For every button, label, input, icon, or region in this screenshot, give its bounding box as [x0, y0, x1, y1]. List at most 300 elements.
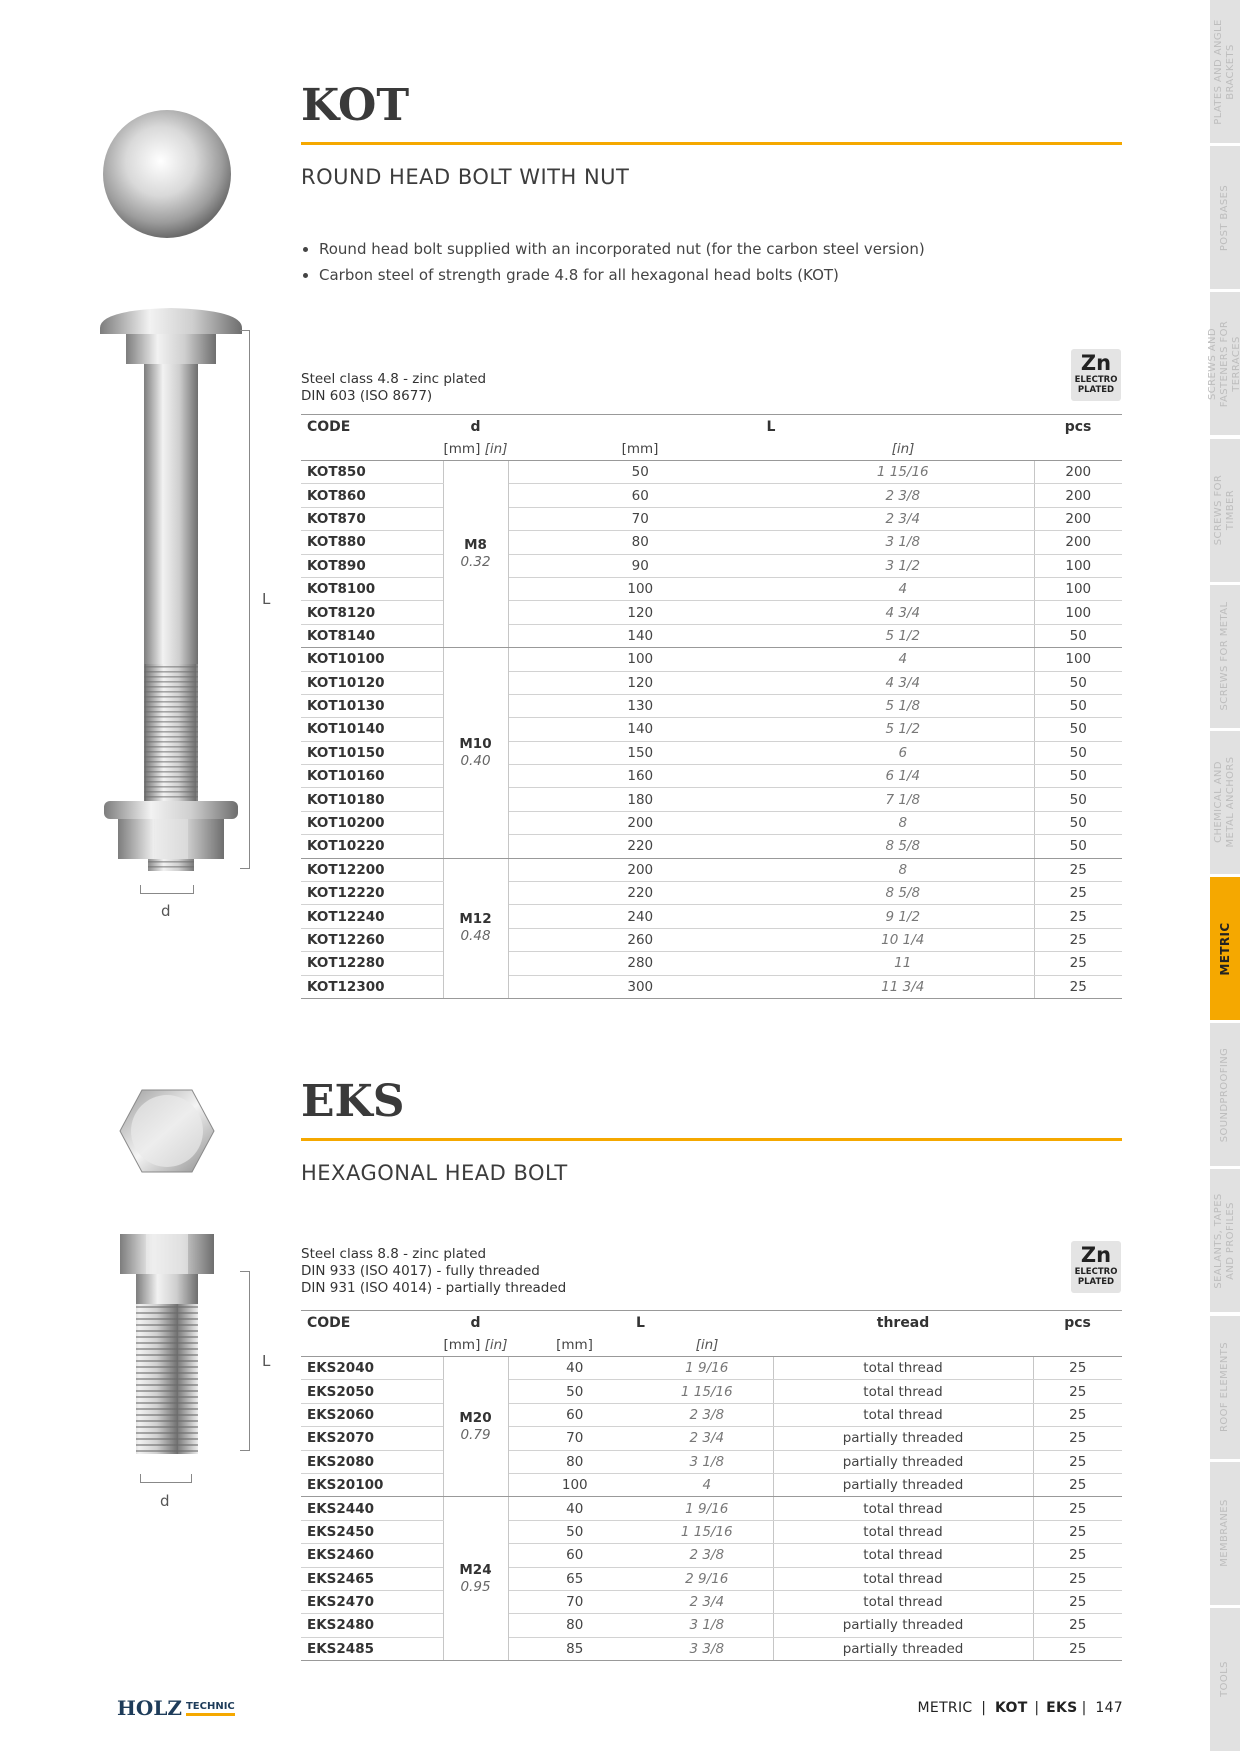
thread-type-cell: partially threaded	[773, 1450, 1033, 1473]
badge-line-1: ELECTRO	[1074, 375, 1118, 385]
product-code-cell: KOT850	[301, 461, 443, 484]
product-code-cell: EKS2440	[301, 1497, 443, 1520]
side-tab-label: SCREWS FOR METAL	[1219, 601, 1230, 711]
header-L-mm: [mm]	[508, 1334, 641, 1357]
product-code-cell: KOT880	[301, 531, 443, 554]
thread-type-cell: total thread	[773, 1520, 1033, 1543]
pieces-cell: 100	[1034, 648, 1122, 671]
pieces-cell: 25	[1033, 1614, 1122, 1637]
eks-diameter-label: d	[160, 1492, 170, 1510]
table-row	[301, 858, 1122, 881]
kot-zinc-plated-badge	[1071, 349, 1121, 401]
header-L: L	[508, 415, 1034, 439]
side-tab-sealants-tapes-and-profiles[interactable]	[1210, 1169, 1240, 1315]
table-row	[301, 928, 1122, 951]
diameter-metric: M20	[459, 1409, 492, 1426]
table-row	[301, 1637, 1122, 1660]
length-inch-cell: 6	[772, 741, 1034, 764]
kot-feature-list	[301, 236, 1119, 288]
table-row	[301, 1380, 1122, 1403]
product-code-cell: EKS2050	[301, 1380, 443, 1403]
pieces-cell: 200	[1034, 461, 1122, 484]
length-mm-cell: 150	[508, 741, 772, 764]
length-mm-cell: 50	[508, 461, 772, 484]
diameter-cell	[443, 1357, 508, 1497]
table-row	[301, 1450, 1122, 1473]
table-row	[301, 694, 1122, 717]
product-code-cell: KOT12220	[301, 882, 443, 905]
side-tab-label: SCREWS FOR TIMBER	[1213, 474, 1236, 546]
brand-logo-sub: TECHNIC	[186, 1701, 235, 1716]
kot-title-rule	[301, 142, 1122, 145]
kot-bolt-side-view-image	[96, 306, 246, 880]
product-code-cell: EKS2060	[301, 1403, 443, 1426]
eks-spec-block	[301, 1246, 566, 1297]
length-inch-cell: 1 15/16	[772, 461, 1034, 484]
pieces-cell: 25	[1033, 1450, 1122, 1473]
length-inch-cell: 5 1/2	[772, 624, 1034, 647]
header-code: CODE	[301, 415, 443, 439]
length-mm-cell: 80	[508, 1450, 641, 1473]
thread-type-cell: partially threaded	[773, 1614, 1033, 1637]
pieces-cell: 25	[1033, 1427, 1122, 1450]
length-mm-cell: 200	[508, 811, 772, 834]
header-blank	[1034, 438, 1122, 461]
header-d-units: [mm] [in]	[443, 438, 508, 461]
pieces-cell: 50	[1034, 788, 1122, 811]
header-d: d	[443, 1311, 508, 1335]
side-tab-plates-and-angle-brackets[interactable]	[1210, 0, 1240, 146]
header-L: L	[508, 1311, 773, 1335]
length-mm-cell: 85	[508, 1637, 641, 1660]
length-mm-cell: 65	[508, 1567, 641, 1590]
table-row	[301, 484, 1122, 507]
thread-type-cell: partially threaded	[773, 1473, 1033, 1496]
product-code-cell: KOT10180	[301, 788, 443, 811]
side-tab-label: MEMBRANES	[1219, 1499, 1230, 1568]
kot-product-table	[301, 414, 1122, 999]
length-mm-cell: 240	[508, 905, 772, 928]
kot-spec-line: Steel class 4.8 - zinc plated	[301, 371, 487, 387]
thread-type-cell: total thread	[773, 1357, 1033, 1380]
kot-spec-block	[301, 371, 486, 405]
brand-logo	[117, 1696, 235, 1720]
length-mm-cell: 160	[508, 765, 772, 788]
header-blank	[301, 1334, 443, 1357]
footer-crumb-kot: KOT	[995, 1700, 1028, 1716]
length-mm-cell: 70	[508, 1590, 641, 1613]
length-inch-cell: 2 3/4	[641, 1427, 773, 1450]
pieces-cell: 50	[1034, 718, 1122, 741]
header-thread: thread	[773, 1311, 1033, 1335]
badge-line-2: PLATED	[1077, 1277, 1115, 1287]
eks-zinc-plated-badge	[1071, 1241, 1121, 1293]
table-row	[301, 975, 1122, 998]
product-code-cell: EKS2040	[301, 1357, 443, 1380]
length-inch-cell: 3 1/2	[772, 554, 1034, 577]
length-inch-cell: 4	[772, 577, 1034, 600]
product-code-cell: KOT870	[301, 507, 443, 530]
page-number: 147	[1095, 1700, 1123, 1716]
side-tab-soundproofing[interactable]	[1210, 1023, 1240, 1169]
pieces-cell: 50	[1034, 671, 1122, 694]
side-tab-chemical-and-metal-anchors[interactable]	[1210, 731, 1240, 877]
pieces-cell: 25	[1034, 882, 1122, 905]
kot-diameter-dimension-line	[140, 885, 194, 894]
length-mm-cell: 60	[508, 1403, 641, 1426]
length-mm-cell: 220	[508, 835, 772, 858]
length-inch-cell: 3 3/8	[641, 1637, 773, 1660]
header-L-in: [in]	[772, 438, 1034, 461]
eks-title-rule	[301, 1138, 1122, 1141]
product-code-cell: KOT10140	[301, 718, 443, 741]
length-inch-cell: 4	[641, 1473, 773, 1496]
pieces-cell: 25	[1034, 905, 1122, 928]
product-code-cell: KOT12300	[301, 975, 443, 998]
product-code-cell: EKS20100	[301, 1473, 443, 1496]
thread-type-cell: total thread	[773, 1403, 1033, 1426]
diameter-cell	[443, 461, 508, 648]
product-code-cell: KOT890	[301, 554, 443, 577]
eks-product-title: EKS	[301, 1076, 405, 1127]
length-inch-cell: 1 15/16	[641, 1380, 773, 1403]
length-inch-cell: 4 3/4	[772, 671, 1034, 694]
eks-length-dimension-line	[240, 1271, 250, 1451]
pieces-cell: 50	[1034, 835, 1122, 858]
header-L-mm: [mm]	[508, 438, 772, 461]
length-inch-cell: 7 1/8	[772, 788, 1034, 811]
side-tab-label: METRIC	[1218, 921, 1232, 976]
pieces-cell: 25	[1034, 952, 1122, 975]
pieces-cell: 25	[1034, 975, 1122, 998]
length-mm-cell: 80	[508, 531, 772, 554]
badge-line-1: ELECTRO	[1074, 1267, 1118, 1277]
header-blank	[1033, 1334, 1122, 1357]
pieces-cell: 25	[1034, 928, 1122, 951]
table-row	[301, 811, 1122, 834]
product-code-cell: EKS2450	[301, 1520, 443, 1543]
length-inch-cell: 4 3/4	[772, 601, 1034, 624]
eks-product-table	[301, 1310, 1122, 1661]
kot-spec-line: DIN 603 (ISO 8677)	[301, 388, 433, 404]
length-mm-cell: 260	[508, 928, 772, 951]
length-mm-cell: 100	[508, 577, 772, 600]
pieces-cell: 50	[1034, 741, 1122, 764]
product-code-cell: EKS2080	[301, 1450, 443, 1473]
table-row	[301, 882, 1122, 905]
side-tab-screws-for-metal[interactable]	[1210, 585, 1240, 731]
product-code-cell: KOT10100	[301, 648, 443, 671]
length-mm-cell: 140	[508, 624, 772, 647]
product-code-cell: KOT10130	[301, 694, 443, 717]
table-row	[301, 1403, 1122, 1426]
side-tab-metric[interactable]	[1210, 877, 1240, 1023]
length-mm-cell: 50	[508, 1520, 641, 1543]
pieces-cell: 100	[1034, 554, 1122, 577]
product-code-cell: KOT8100	[301, 577, 443, 600]
diameter-inch: 0.48	[460, 928, 491, 945]
product-code-cell: KOT8120	[301, 601, 443, 624]
eks-length-label: L	[262, 1352, 271, 1370]
pieces-cell: 25	[1033, 1544, 1122, 1567]
length-mm-cell: 140	[508, 718, 772, 741]
product-code-cell: KOT12240	[301, 905, 443, 928]
length-mm-cell: 60	[508, 484, 772, 507]
pieces-cell: 25	[1033, 1473, 1122, 1496]
product-code-cell: KOT10200	[301, 811, 443, 834]
table-row	[301, 1567, 1122, 1590]
length-inch-cell: 9 1/2	[772, 905, 1034, 928]
length-mm-cell: 130	[508, 694, 772, 717]
product-code-cell: KOT860	[301, 484, 443, 507]
table-row	[301, 905, 1122, 928]
product-code-cell: EKS2485	[301, 1637, 443, 1660]
footer-separator: |	[1081, 1700, 1087, 1716]
length-inch-cell: 8 5/8	[772, 882, 1034, 905]
length-mm-cell: 200	[508, 858, 772, 881]
header-L-in: [in]	[641, 1334, 773, 1357]
diameter-inch: 0.40	[460, 752, 491, 769]
thread-type-cell: total thread	[773, 1567, 1033, 1590]
product-code-cell: KOT12260	[301, 928, 443, 951]
footer-separator: |	[1034, 1700, 1040, 1716]
length-inch-cell: 2 3/8	[641, 1403, 773, 1426]
table-row	[301, 741, 1122, 764]
eks-product-subtitle: HEXAGONAL HEAD BOLT	[301, 1161, 568, 1185]
pieces-cell: 25	[1033, 1520, 1122, 1543]
length-mm-cell: 280	[508, 952, 772, 975]
table-row	[301, 1357, 1122, 1380]
length-mm-cell: 90	[508, 554, 772, 577]
length-inch-cell: 2 3/4	[641, 1590, 773, 1613]
table-row	[301, 1520, 1122, 1543]
header-d: d	[443, 415, 508, 439]
length-inch-cell: 5 1/8	[772, 694, 1034, 717]
table-row	[301, 1544, 1122, 1567]
table-row	[301, 624, 1122, 647]
pieces-cell: 25	[1033, 1497, 1122, 1520]
brand-logo-main: HOLZ	[117, 1696, 182, 1720]
header-d-units: [mm] [in]	[443, 1334, 508, 1357]
table-row	[301, 1497, 1122, 1520]
pieces-cell: 100	[1034, 601, 1122, 624]
product-code-cell: KOT10150	[301, 741, 443, 764]
table-row	[301, 835, 1122, 858]
diameter-metric: M10	[459, 735, 492, 752]
table-row	[301, 554, 1122, 577]
length-inch-cell: 3 1/8	[641, 1614, 773, 1637]
table-row	[301, 507, 1122, 530]
side-tab-label: PLATES AND ANGLE BRACKETS	[1213, 18, 1236, 125]
product-code-cell: EKS2460	[301, 1544, 443, 1567]
length-mm-cell: 100	[508, 1473, 641, 1496]
product-code-cell: KOT10120	[301, 671, 443, 694]
side-tab-label: SEALANTS, TAPES AND PROFILES	[1213, 1193, 1236, 1289]
diameter-inch: 0.79	[460, 1426, 491, 1443]
eks-diameter-dimension-line	[140, 1474, 192, 1483]
product-code-cell: KOT8140	[301, 624, 443, 647]
footer-crumb-eks: EKS	[1046, 1700, 1078, 1716]
length-mm-cell: 60	[508, 1544, 641, 1567]
length-inch-cell: 1 9/16	[641, 1497, 773, 1520]
table-row	[301, 765, 1122, 788]
header-code: CODE	[301, 1311, 443, 1335]
kot-feature-item: • Round head bolt supplied with an incorporated nut (for the carbon steel version)	[319, 236, 1119, 262]
side-tab-label: SOUNDPROOFING	[1219, 1047, 1230, 1143]
header-pcs: pcs	[1033, 1311, 1122, 1335]
badge-zn-text: Zn	[1080, 351, 1112, 375]
length-inch-cell: 2 3/8	[641, 1544, 773, 1567]
pieces-cell: 25	[1034, 858, 1122, 881]
length-inch-cell: 8	[772, 811, 1034, 834]
pieces-cell: 25	[1033, 1637, 1122, 1660]
page-footer-breadcrumb	[918, 1700, 1123, 1716]
eks-spec-line: Steel class 8.8 - zinc plated	[301, 1246, 487, 1262]
product-code-cell: KOT12280	[301, 952, 443, 975]
table-row	[301, 1473, 1122, 1496]
length-inch-cell: 5 1/2	[772, 718, 1034, 741]
kot-diameter-label: d	[161, 902, 171, 920]
length-inch-cell: 6 1/4	[772, 765, 1034, 788]
table-row	[301, 461, 1122, 484]
eks-spec-line: DIN 931 (ISO 4014) - partially threaded	[301, 1280, 567, 1296]
thread-type-cell: partially threaded	[773, 1637, 1033, 1660]
product-code-cell: KOT12200	[301, 858, 443, 881]
length-inch-cell: 4	[772, 648, 1034, 671]
badge-zn-text: Zn	[1080, 1243, 1112, 1267]
diameter-cell	[443, 648, 508, 859]
length-inch-cell: 11 3/4	[772, 975, 1034, 998]
product-code-cell: KOT10160	[301, 765, 443, 788]
length-mm-cell: 300	[508, 975, 772, 998]
length-inch-cell: 1 15/16	[641, 1520, 773, 1543]
pieces-cell: 25	[1033, 1567, 1122, 1590]
side-tab-roof-elements[interactable]	[1210, 1316, 1240, 1462]
table-row	[301, 1590, 1122, 1613]
length-mm-cell: 120	[508, 601, 772, 624]
header-blank	[773, 1334, 1033, 1357]
table-row	[301, 788, 1122, 811]
eks-spec-line: DIN 933 (ISO 4017) - fully threaded	[301, 1263, 540, 1279]
length-inch-cell: 11	[772, 952, 1034, 975]
diameter-metric: M24	[459, 1561, 492, 1578]
length-mm-cell: 70	[508, 507, 772, 530]
length-mm-cell: 50	[508, 1380, 641, 1403]
header-pcs: pcs	[1034, 415, 1122, 439]
pieces-cell: 50	[1034, 624, 1122, 647]
length-mm-cell: 40	[508, 1357, 641, 1380]
length-inch-cell: 3 1/8	[772, 531, 1034, 554]
kot-length-dimension-line	[240, 330, 250, 869]
length-mm-cell: 70	[508, 1427, 641, 1450]
pieces-cell: 100	[1034, 577, 1122, 600]
side-tab-label: TOOLS	[1219, 1661, 1230, 1698]
length-mm-cell: 40	[508, 1497, 641, 1520]
length-mm-cell: 100	[508, 648, 772, 671]
thread-type-cell: total thread	[773, 1544, 1033, 1567]
footer-section: METRIC	[917, 1700, 973, 1716]
table-row	[301, 1614, 1122, 1637]
pieces-cell: 50	[1034, 765, 1122, 788]
badge-line-2: PLATED	[1077, 385, 1115, 395]
diameter-inch: 0.95	[460, 1578, 491, 1595]
length-mm-cell: 80	[508, 1614, 641, 1637]
length-mm-cell: 120	[508, 671, 772, 694]
side-tab-tools[interactable]	[1210, 1608, 1240, 1754]
length-inch-cell: 8	[772, 858, 1034, 881]
pieces-cell: 25	[1033, 1357, 1122, 1380]
table-row	[301, 1427, 1122, 1450]
table-row	[301, 531, 1122, 554]
side-tab-label: CHEMICAL AND METAL ANCHORS	[1213, 756, 1236, 848]
section-tabs	[1207, 0, 1242, 1754]
diameter-metric: M8	[464, 537, 487, 554]
table-row	[301, 648, 1122, 671]
table-row	[301, 601, 1122, 624]
pieces-cell: 200	[1034, 507, 1122, 530]
length-inch-cell: 3 1/8	[641, 1450, 773, 1473]
side-tab-screws-for-timber[interactable]	[1210, 439, 1240, 585]
pieces-cell: 25	[1033, 1403, 1122, 1426]
pieces-cell: 50	[1034, 694, 1122, 717]
length-inch-cell: 2 3/4	[772, 507, 1034, 530]
diameter-inch: 0.32	[460, 554, 491, 571]
pieces-cell: 50	[1034, 811, 1122, 834]
thread-type-cell: total thread	[773, 1380, 1033, 1403]
product-code-cell: EKS2470	[301, 1590, 443, 1613]
length-mm-cell: 220	[508, 882, 772, 905]
length-inch-cell: 1 9/16	[641, 1357, 773, 1380]
product-code-cell: EKS2070	[301, 1427, 443, 1450]
side-tab-label: SCREWS AND FASTENERS FOR TERRACES	[1207, 320, 1242, 408]
length-inch-cell: 2 9/16	[641, 1567, 773, 1590]
product-code-cell: KOT10220	[301, 835, 443, 858]
side-tab-label: ROOF ELEMENTS	[1219, 1342, 1230, 1433]
diameter-cell	[443, 1497, 508, 1661]
length-inch-cell: 8 5/8	[772, 835, 1034, 858]
table-row	[301, 952, 1122, 975]
pieces-cell: 200	[1034, 484, 1122, 507]
eks-bolt-side-view-image	[118, 1234, 216, 1460]
kot-product-subtitle: ROUND HEAD BOLT WITH NUT	[301, 165, 630, 189]
product-code-cell: EKS2465	[301, 1567, 443, 1590]
pieces-cell: 25	[1033, 1590, 1122, 1613]
footer-separator: |	[981, 1700, 987, 1716]
length-inch-cell: 10 1/4	[772, 928, 1034, 951]
kot-feature-item: • Carbon steel of strength grade 4.8 for all hexagonal head bolts (KOT)	[319, 262, 1119, 288]
diameter-cell	[443, 858, 508, 998]
side-tab-membranes[interactable]	[1210, 1462, 1240, 1608]
side-tab-screws-and-fasteners-for-terraces[interactable]	[1207, 292, 1242, 438]
pieces-cell: 25	[1033, 1380, 1122, 1403]
kot-head-top-view-image	[100, 107, 234, 245]
table-row	[301, 577, 1122, 600]
side-tab-post-bases[interactable]	[1210, 146, 1240, 292]
thread-type-cell: total thread	[773, 1590, 1033, 1613]
thread-type-cell: total thread	[773, 1497, 1033, 1520]
pieces-cell: 200	[1034, 531, 1122, 554]
table-row	[301, 671, 1122, 694]
thread-type-cell: partially threaded	[773, 1427, 1033, 1450]
eks-head-top-view-image	[118, 1088, 216, 1178]
kot-product-title: KOT	[301, 80, 410, 131]
diameter-metric: M12	[459, 911, 492, 928]
length-inch-cell: 2 3/8	[772, 484, 1034, 507]
product-code-cell: EKS2480	[301, 1614, 443, 1637]
table-row	[301, 718, 1122, 741]
side-tab-label: POST BASES	[1219, 184, 1230, 251]
header-blank	[301, 438, 443, 461]
